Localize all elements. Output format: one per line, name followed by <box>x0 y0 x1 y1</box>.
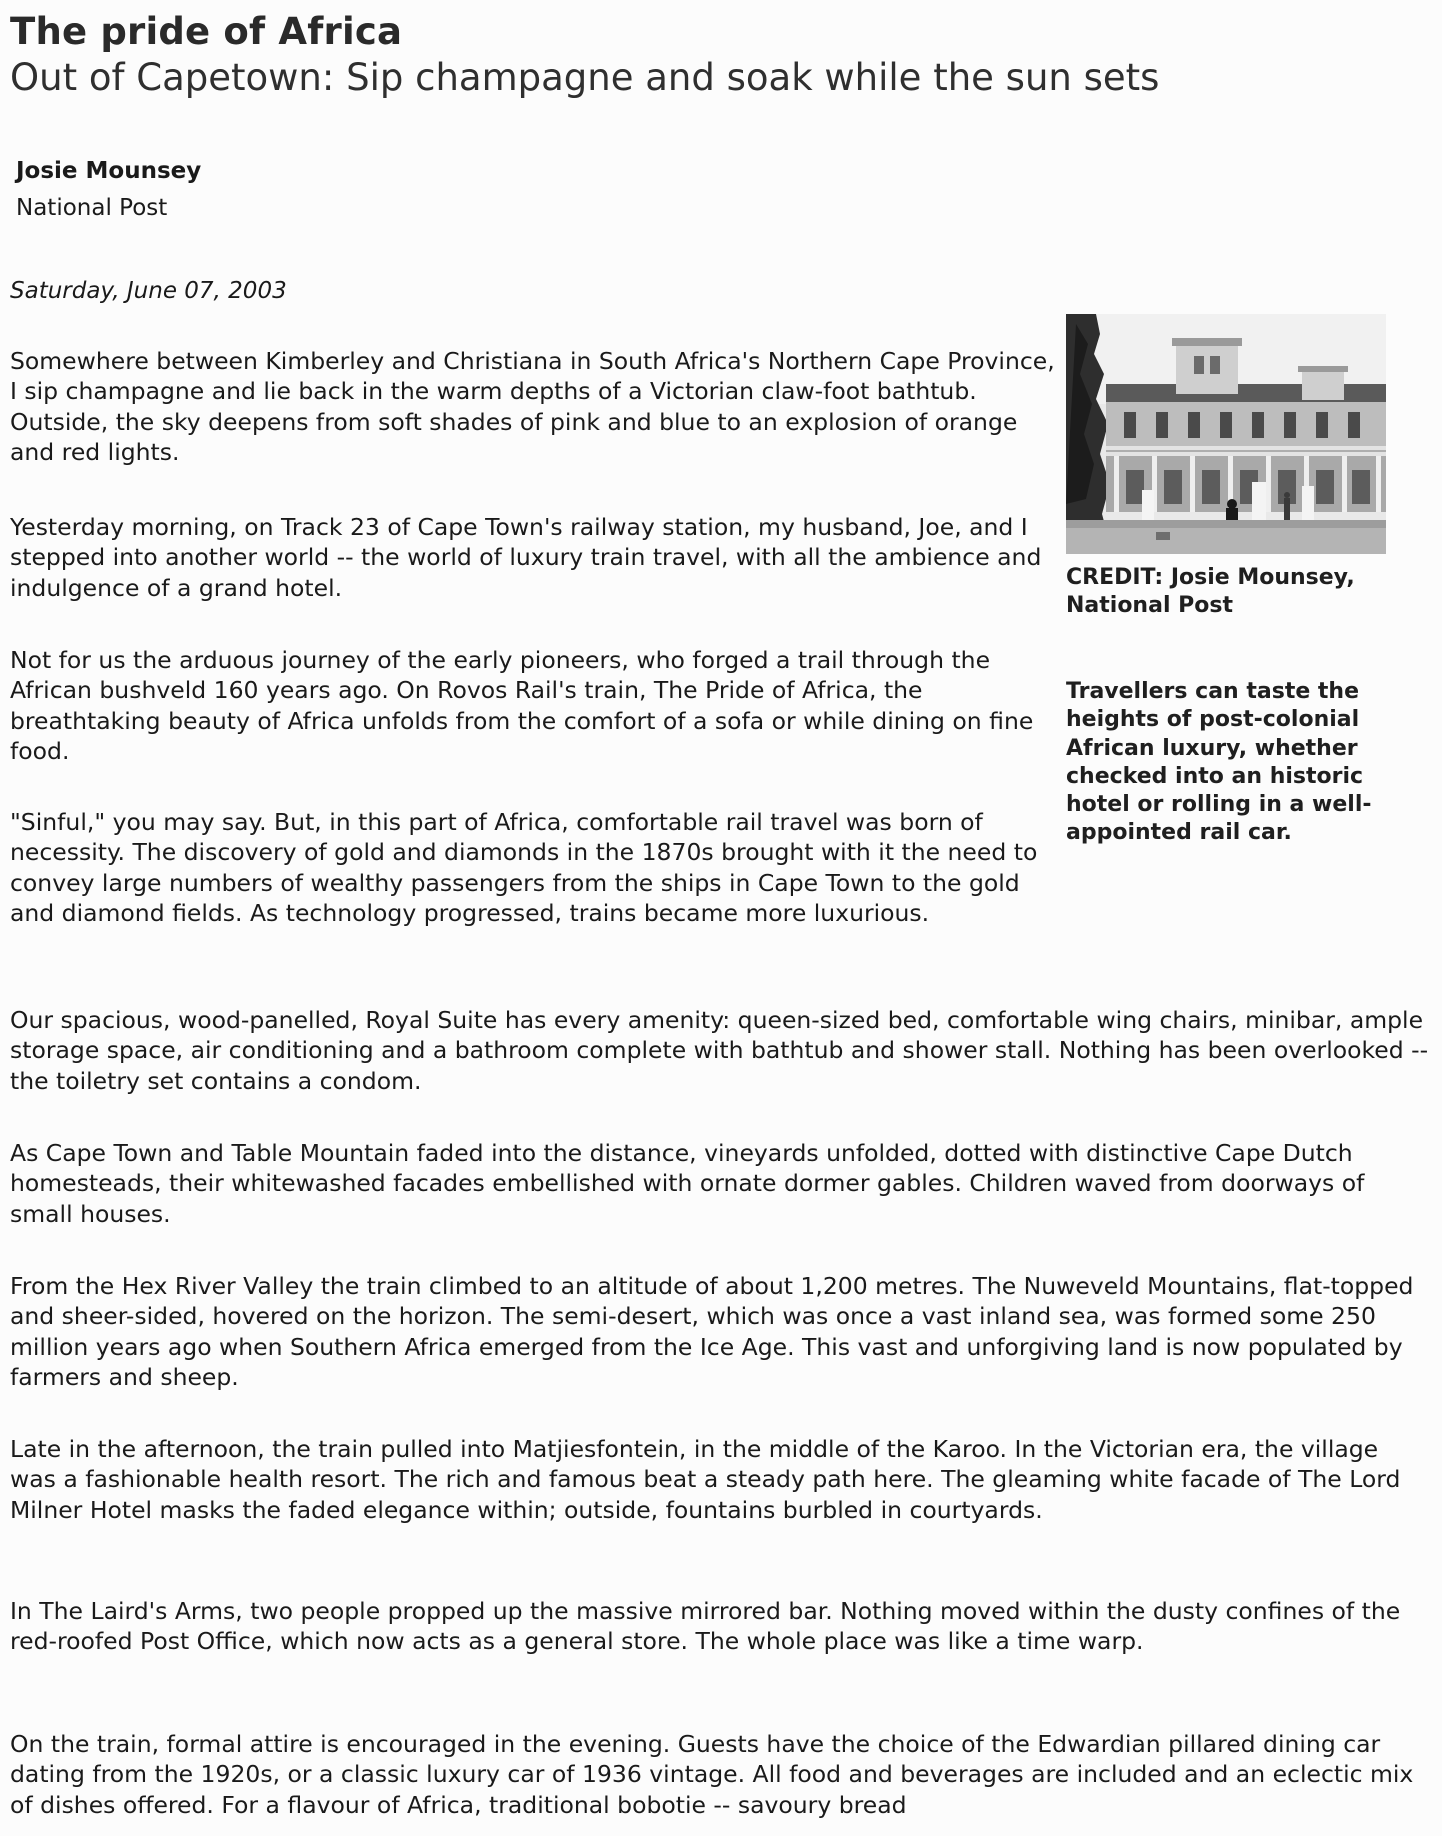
author-name: Josie Mounsey <box>16 158 202 184</box>
paragraph-2: Yesterday morning, on Track 23 of Cape Town's railway station, my husband, Joe, and I stepped into another world -- the world of luxury train travel, with all the ambience and indulgence of a grand hotel. <box>10 513 1042 602</box>
paragraph-5: Our spacious, wood-panelled, Royal Suite has every amenity: queen-sized bed, comfortable wing chairs, minibar, ample storage space, air conditioning and a bathroom complete with bathtub and shower stall. Nothing has been overlooked -- the toiletry set contains a condom. <box>10 1006 1429 1095</box>
paragraph-7: From the Hex River Valley the train climbed to an altitude of about 1,200 metres. The Nuweveld Mountains, flat-topped and sheer-sided, hovered on the horizon. The semi-desert, which was once a vast inland sea, was formed some 250 million years ago when Southern Africa emerged from the Ice Age. This vast and unforgiving land is now populated by farmers and sheep. <box>10 1272 1414 1391</box>
paragraph-9: In The Laird's Arms, two people propped up the massive mirrored bar. Nothing moved within the dusty confines of the red-roofed Post Office, which now acts as a general store. The whole place was like a time warp. <box>10 1597 1401 1656</box>
paragraph-3: Not for us the arduous journey of the early pioneers, who forged a trail through the African bushveld 160 years ago. On Rovos Rail's train, The Pride of Africa, the breathtaking beauty of Africa unfolds from the comfort of a sofa or while dining on fine food. <box>10 646 1034 765</box>
photo-credit: CREDIT: Josie Mounsey, National Post <box>1066 565 1355 618</box>
paragraph-8: Late in the afternoon, the train pulled into Matjiesfontein, in the middle of the Karoo. In the Victorian era, the village was a fashionable health resort. The rich and famous beat a steady path here. The gleaming white facade of The Lord Milner Hotel masks the faded elegance within; outside, fountains burbled in courtyards. <box>10 1435 1401 1524</box>
photo-caption: Travellers can taste the heights of post-colonial African luxury, whether checked into an historic hotel or rolling in a well-appointed rail car. <box>1066 679 1372 846</box>
paragraph-4: "Sinful," you may say. But, in this part of Africa, comfortable rail travel was born of necessity. The discovery of gold and diamonds in the 1870s brought with it the need to convey large numbers of wealthy passengers from the ships in Cape Town to the gold and diamond fields. As technology progressed, trains became more luxurious. <box>10 808 1038 927</box>
paragraph-6: As Cape Town and Table Mountain faded into the distance, vineyards unfolded, dotted with distinctive Cape Dutch homesteads, their whitewashed facades embellished with ornate dormer gables. Children waved from doorways of small houses. <box>10 1139 1365 1228</box>
headline: The pride of Africa <box>10 10 403 53</box>
publish-date: Saturday, June 07, 2003 <box>10 278 287 304</box>
publication-name: National Post <box>16 195 168 221</box>
subheadline: Out of Capetown: Sip champagne and soak while the sun sets <box>10 56 1160 99</box>
paragraph-10: On the train, formal attire is encouraged in the evening. Guests have the choice of the Edwardian pillared dining car dating from the 1920s, or a classic luxury car of 1936 vintage. All food and beverages are included and an eclectic mix of dishes offered. For a flavour of Africa, traditional bobotie -- savoury bread <box>10 1730 1414 1819</box>
paragraph-1: Somewhere between Kimberley and Christiana in South Africa's Northern Cape Province, I sip champagne and lie back in the warm depths of a Victorian claw-foot bathtub. Outside, the sky deepens from soft shades of pink and blue to an explosion of orange and red lights. <box>10 347 1055 466</box>
hotel-photo <box>1066 314 1386 554</box>
hotel-photo-image <box>1066 314 1386 554</box>
